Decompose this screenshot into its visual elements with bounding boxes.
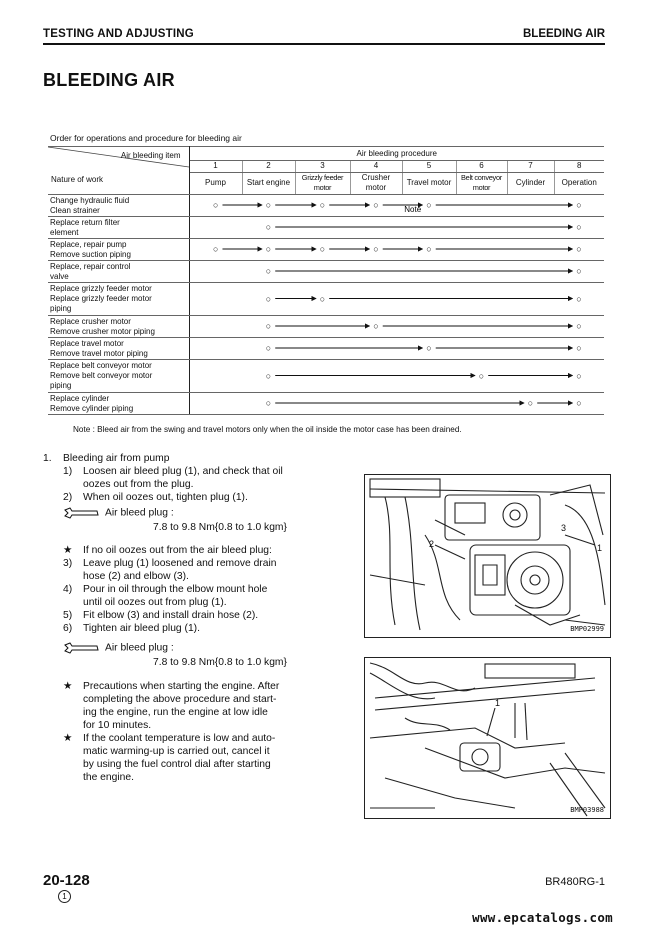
header-section-title: TESTING AND ADJUSTING [43, 28, 194, 40]
mark-circle: ○ [265, 200, 272, 210]
step-text-line: Tighten air bleed plug (1). [83, 623, 200, 634]
step-number-6: 6 [456, 161, 507, 172]
step-text-line: When oil oozes out, tighten plug (1). [83, 492, 248, 503]
step-cell-3 [295, 360, 350, 393]
step-cell-4 [350, 195, 402, 217]
mark-circle: ○ [319, 244, 326, 254]
engine-area-illustration [365, 658, 610, 818]
work-line: Remove crusher motor piping [50, 326, 155, 336]
step-cell-2 [242, 217, 295, 239]
step-cell-1 [189, 360, 242, 393]
procedure-header: Air bleeding procedure [189, 147, 604, 161]
step-cell-2 [242, 261, 295, 283]
mark-circle: ○ [265, 222, 272, 232]
step-cell-7 [507, 261, 554, 283]
step-number-8: 8 [554, 161, 604, 172]
mark-circle: ○ [576, 266, 582, 276]
step-cell-2 [242, 195, 295, 217]
table-row [48, 195, 604, 217]
table-note: Note : Bleed air from the swing and travel motors only when the oil inside the motor case has been drained. [73, 425, 462, 434]
work-line: Replace travel motor [50, 338, 124, 348]
work-line: element [50, 227, 79, 237]
step-cell-7 [507, 316, 554, 338]
work-line: Replace, repair control [50, 261, 131, 271]
step-number: 5) [63, 610, 73, 621]
step-cell-8 [554, 360, 604, 393]
star-note-no-oil: ★ If no oil oozes out from the air bleed plug: [63, 545, 272, 556]
work-line: Replace belt conveyor motor [50, 361, 152, 370]
mark-circle: ○ [319, 200, 326, 210]
step-cell-2 [242, 393, 295, 415]
step-text-line: Pour in oil through the elbow mount hole [83, 584, 268, 595]
step-item [63, 557, 333, 583]
mark-circle: ○ [527, 398, 534, 408]
spec-air-bleed-plug-2: Air bleed plug : [63, 642, 174, 654]
step-cell-8 [554, 261, 604, 283]
step-text-line: Leave plug (1) loosened and remove drain [83, 558, 277, 569]
table-corner-cell [48, 147, 189, 195]
step-cell-1 [189, 217, 242, 239]
step-number-4: 4 [350, 161, 402, 172]
header-rule [43, 43, 605, 45]
table-row [48, 217, 604, 239]
star-text-line: ing the engine, run the engine at low idle [83, 707, 268, 718]
steps-group-a [63, 465, 333, 504]
step-number: 3) [63, 558, 73, 569]
step-cell-4 [350, 239, 402, 261]
step-cell-5 [402, 338, 456, 360]
work-line: Replace cylinder [50, 393, 110, 403]
table-row [48, 316, 604, 338]
mark-circle: ○ [265, 321, 272, 331]
step-cell-8 [554, 316, 604, 338]
mark-circle: ○ [426, 244, 432, 254]
step-cell-1 [189, 283, 242, 316]
mark-circle: ○ [265, 398, 272, 408]
watermark-url: www.epcatalogs.com [472, 910, 613, 925]
work-line: Remove suction piping [50, 249, 131, 259]
step-cell-2 [242, 360, 295, 393]
step-item [63, 609, 333, 622]
step-item [63, 491, 333, 504]
spec-value-1: 7.8 to 9.8 Nm{0.8 to 1.0 kgm} [153, 522, 287, 533]
mark-circle: ○ [576, 200, 582, 210]
step-cell-1 [189, 195, 242, 217]
step-cell-3 [295, 393, 350, 415]
step-text-line: Fit elbow (3) and install drain hose (2). [83, 610, 259, 621]
step-name-1: Pump [189, 172, 242, 194]
step-cell-1 [189, 261, 242, 283]
step-cell-3 [295, 261, 350, 283]
work-cell [48, 316, 189, 338]
mark-circle: ○ [576, 293, 582, 304]
step-cell-3 [295, 239, 350, 261]
header-topic: BLEEDING AIR [523, 28, 605, 40]
step-cell-6 [456, 195, 507, 217]
step-cell-4 [350, 217, 402, 239]
step-cell-5 [402, 360, 456, 393]
star-note [63, 680, 315, 732]
step-cell-3 [295, 338, 350, 360]
mark-circle: ○ [426, 200, 432, 210]
step-number: 2) [63, 492, 73, 503]
mark-circle: ○ [576, 398, 582, 408]
star-text-line: If the coolant temperature is low and auto- [83, 733, 276, 744]
step-cell-7 [507, 283, 554, 316]
step-text-line: Loosen air bleed plug (1), and check that oil [83, 466, 283, 477]
step-cell-5 [402, 316, 456, 338]
step-number: 6) [63, 623, 73, 634]
step-cell-2 [242, 239, 295, 261]
step-cell-1 [189, 239, 242, 261]
mark-circle: ○ [478, 370, 485, 381]
step-cell-2 [242, 338, 295, 360]
star-text-line: Precautions when starting the engine. After [83, 681, 280, 692]
step-cell-5 [402, 239, 456, 261]
work-cell [48, 239, 189, 261]
note-marker: Note [404, 205, 422, 214]
mark-circle: ○ [576, 244, 582, 254]
work-line: Replace, repair pump [50, 239, 127, 249]
star-notes [63, 680, 315, 784]
work-line: valve [50, 271, 69, 281]
step-cell-4 [350, 360, 402, 393]
table-row [48, 283, 604, 316]
work-cell [48, 393, 189, 415]
star-text-line: for 10 minutes. [83, 720, 152, 731]
step-cell-4 [350, 393, 402, 415]
step-name-7: Cylinder [507, 172, 554, 194]
mark-circle: ○ [265, 293, 272, 304]
mark-circle: ○ [265, 266, 272, 276]
step-cell-5 [402, 195, 456, 217]
step-cell-7 [507, 360, 554, 393]
step-item [63, 465, 333, 491]
step-name-3: Grizzly feeder motor [295, 172, 350, 194]
mark-circle: ○ [319, 293, 326, 304]
work-line: Change hydraulic fluid [50, 195, 130, 205]
callout-1: 1 [597, 543, 603, 553]
star-text-line: by using the fuel control dial after starting [83, 759, 271, 770]
revision-circle: 1 [58, 890, 71, 903]
mark-circle: ○ [576, 222, 582, 232]
mark-circle: ○ [373, 244, 379, 254]
table-caption: Order for operations and procedure for bleeding air [50, 133, 242, 143]
figure-pump [364, 474, 611, 638]
step-cell-5 [402, 283, 456, 316]
work-line: Replace crusher motor [50, 316, 131, 326]
work-line: Replace grizzly feeder motor [50, 284, 152, 293]
step-cell-3 [295, 195, 350, 217]
work-cell [48, 338, 189, 360]
star-note [63, 732, 315, 784]
step-text-line: oozes out from the plug. [83, 479, 194, 490]
work-line: Remove cylinder piping [50, 403, 134, 413]
step-text-line: until oil oozes out from plug (1). [83, 597, 227, 608]
table-row [48, 239, 604, 261]
step-cell-6 [456, 261, 507, 283]
step-cell-4 [350, 338, 402, 360]
table-row [48, 261, 604, 283]
step-cell-5 [402, 393, 456, 415]
step-number-2: 2 [242, 161, 295, 172]
bleeding-table [48, 146, 604, 415]
step-cell-3 [295, 217, 350, 239]
step-number-1: 1 [189, 161, 242, 172]
step-number: 1) [63, 466, 73, 477]
step-cell-6 [456, 316, 507, 338]
step-name-8: Operation [554, 172, 604, 194]
step-cell-1 [189, 393, 242, 415]
steps-group-b [63, 557, 333, 635]
mark-circle: ○ [265, 370, 272, 381]
step-cell-5 [402, 217, 456, 239]
step-cell-6 [456, 283, 507, 316]
work-line: Replace return filter [50, 217, 120, 227]
figure-engine-area [364, 657, 611, 819]
step-number-7: 7 [507, 161, 554, 172]
pump-illustration [365, 475, 610, 637]
work-cell [48, 261, 189, 283]
corner-top-label: Air bleeding item [120, 151, 181, 160]
step-cell-6 [456, 239, 507, 261]
work-cell [48, 217, 189, 239]
step-cell-1 [189, 338, 242, 360]
star-icon: ★ [63, 733, 73, 744]
mark-circle: ○ [576, 321, 582, 331]
step-cell-6 [456, 393, 507, 415]
spec-air-bleed-plug-1: Air bleed plug : [63, 507, 174, 519]
mark-circle: ○ [576, 343, 582, 353]
step-number-5: 5 [402, 161, 456, 172]
work-cell [48, 360, 189, 393]
step-item [63, 583, 333, 609]
step-cell-7 [507, 338, 554, 360]
step-number: 4) [63, 584, 73, 595]
step-cell-6 [456, 338, 507, 360]
step-cell-8 [554, 338, 604, 360]
step-name-4: Crusher motor [350, 172, 402, 194]
callout-2: 2 [429, 539, 435, 549]
step-name-5: Travel motor [402, 172, 456, 194]
figure-code-1: BMP02999 [570, 625, 604, 633]
step-cell-6 [456, 217, 507, 239]
step-cell-3 [295, 316, 350, 338]
step-cell-5 [402, 261, 456, 283]
step-cell-7 [507, 393, 554, 415]
page-title: BLEEDING AIR [43, 70, 175, 90]
wrench-icon [63, 507, 99, 519]
figure-code-2: BMP03988 [570, 806, 604, 814]
callout-3: 3 [561, 523, 567, 533]
mark-circle: ○ [265, 244, 272, 254]
star-text-line: matic warming-up is carried out, cancel it [83, 746, 270, 757]
step-cell-8 [554, 283, 604, 316]
star-text-line: the engine. [83, 772, 134, 783]
work-line: Clean strainer [50, 205, 100, 215]
work-cell [48, 195, 189, 217]
step-cell-2 [242, 316, 295, 338]
star-icon: ★ [63, 681, 73, 692]
mark-circle: ○ [213, 200, 219, 210]
corner-bottom-label: Nature of work [51, 175, 104, 184]
work-cell [48, 283, 189, 316]
work-line: Replace grizzly feeder motor [50, 294, 152, 303]
step-cell-8 [554, 239, 604, 261]
mark-circle: ○ [265, 343, 272, 353]
step-cell-4 [350, 261, 402, 283]
step-cell-7 [507, 217, 554, 239]
step-text-line: hose (2) and elbow (3). [83, 571, 189, 582]
step-cell-2 [242, 283, 295, 316]
mark-circle: ○ [426, 343, 432, 353]
step-cell-8 [554, 393, 604, 415]
step-cell-1 [189, 316, 242, 338]
model-code: BR480RG-1 [545, 876, 605, 888]
table-row [48, 338, 604, 360]
star-text-line: completing the above procedure and start- [83, 694, 277, 705]
step-item [63, 622, 333, 635]
step-cell-4 [350, 283, 402, 316]
table-row [48, 393, 604, 415]
step-name-6: Belt conveyor motor [456, 172, 507, 194]
work-line: Remove belt conveyor motor [50, 371, 153, 380]
step-cell-8 [554, 217, 604, 239]
step-cell-7 [507, 195, 554, 217]
step-cell-3 [295, 283, 350, 316]
wrench-icon [63, 642, 99, 654]
work-line: piping [50, 304, 72, 313]
spec-value-2: 7.8 to 9.8 Nm{0.8 to 1.0 kgm} [153, 657, 287, 668]
section-heading: 1. Bleeding air from pump [43, 453, 170, 464]
step-cell-8 [554, 195, 604, 217]
mark-circle: ○ [213, 244, 219, 254]
work-line: piping [50, 381, 72, 390]
work-line: Remove travel motor piping [50, 348, 148, 358]
mark-circle: ○ [373, 321, 379, 331]
step-cell-7 [507, 239, 554, 261]
step-cell-4 [350, 316, 402, 338]
table-row [48, 360, 604, 393]
page-number: 20-128 [43, 872, 90, 889]
step-name-2: Start engine [242, 172, 295, 194]
mark-circle: ○ [373, 200, 379, 210]
step-number-3: 3 [295, 161, 350, 172]
step-cell-6 [456, 360, 507, 393]
mark-circle: ○ [576, 370, 582, 381]
callout-1: 1 [495, 698, 501, 708]
